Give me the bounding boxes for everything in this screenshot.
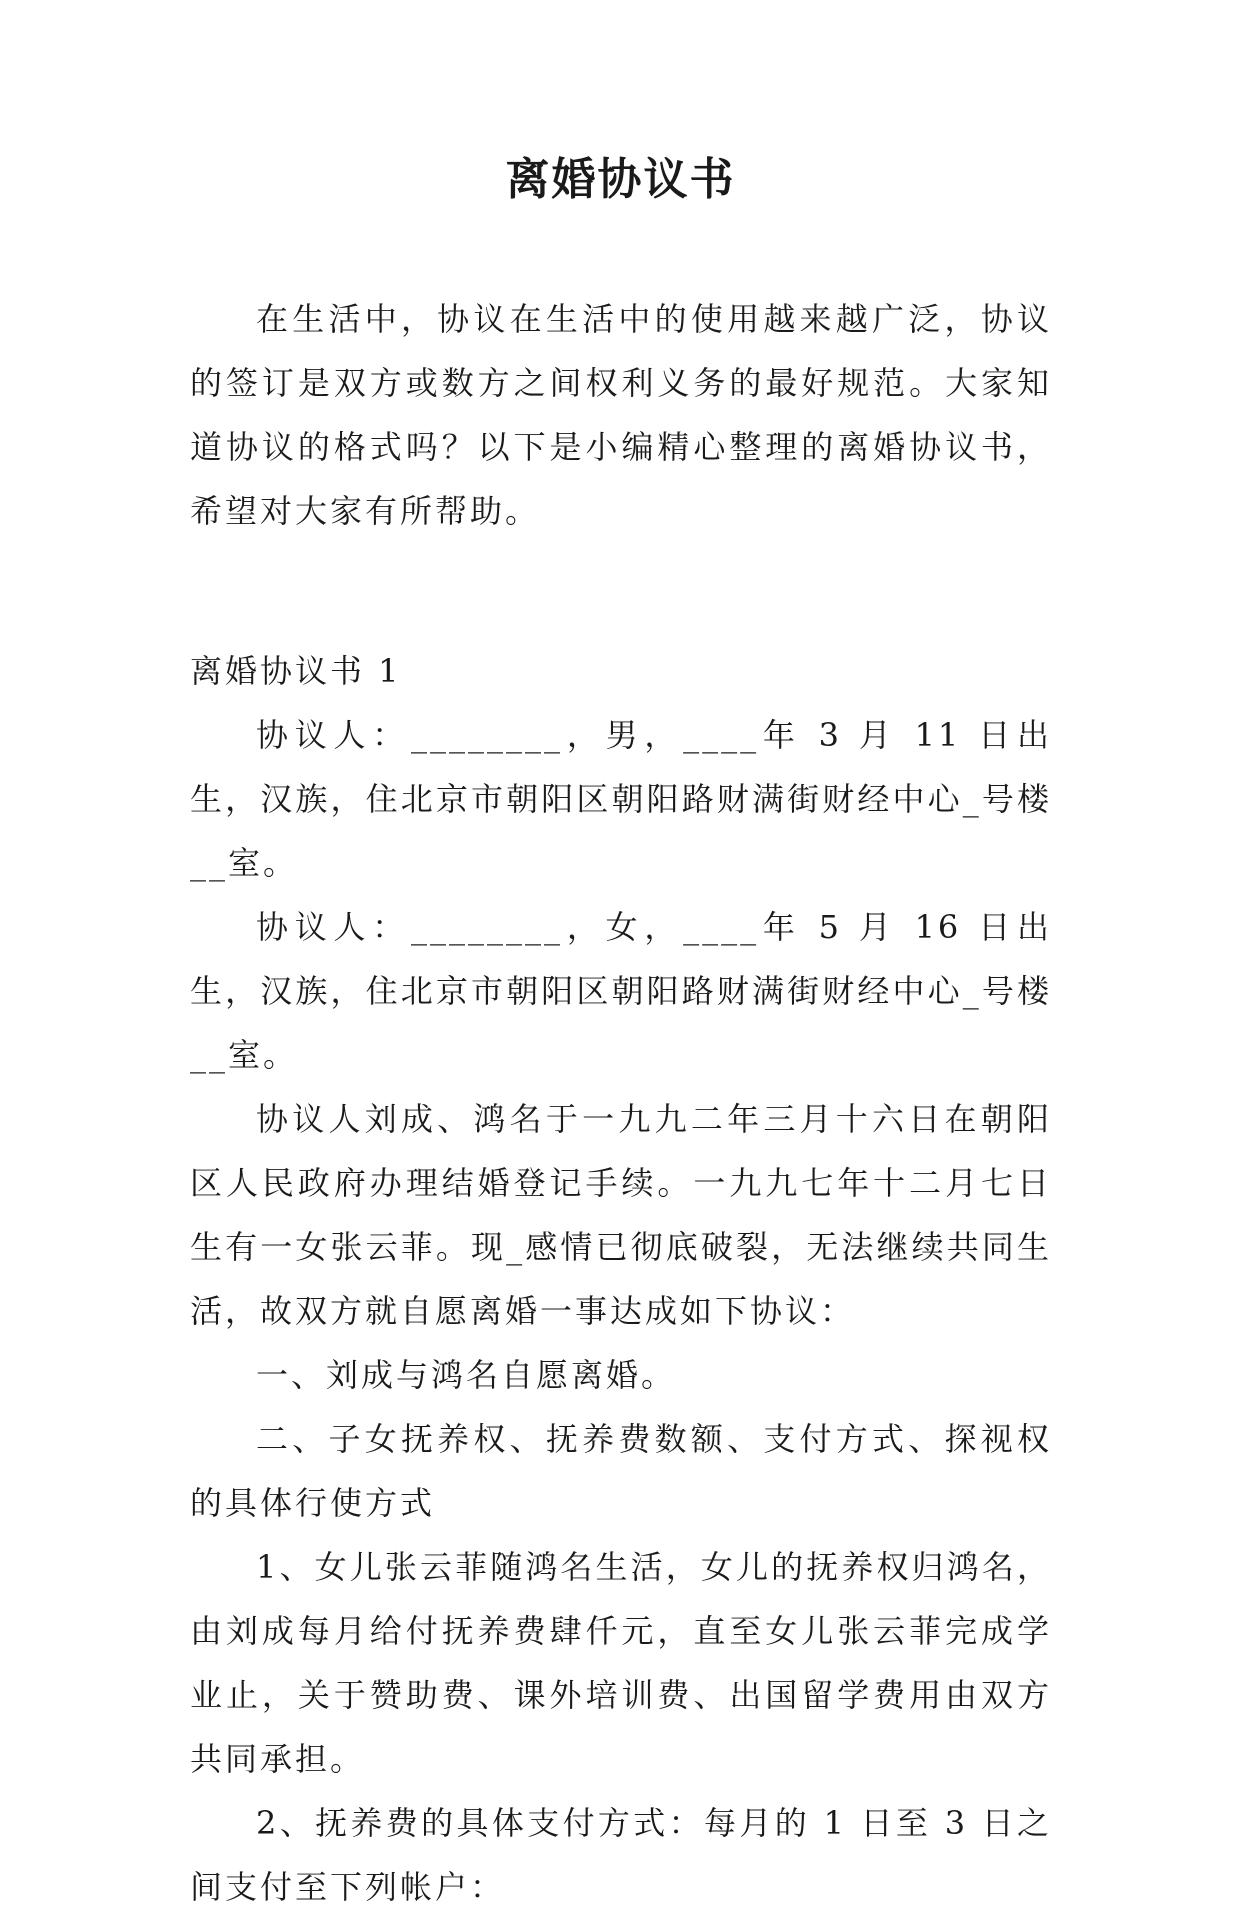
clause-two-paragraph: 二、子女抚养权、抚养费数额、支付方式、探视权的具体行使方式 [190,1420,1052,1522]
document-body [190,287,1052,1919]
clause-one-paragraph: 一、刘成与鸿名自愿离婚。 [256,1356,677,1394]
intro-paragraph: 在生活中，协议在生活中的使用越来越广泛，协议的签订是双方或数方之间权利义务的最好规范。大家知道协议的格式吗？以下是小编精心整理的离婚协议书，希望对大家有所帮助。 [190,300,1052,530]
section-heading: 离婚协议书 1 [190,652,402,690]
marriage-facts-paragraph: 协议人刘成、鸿名于一九九二年三月十六日在朝阳区人民政府办理结婚登记手续。一九九七年十二月七日生有一女张云菲。现_感情已彻底破裂，无法继续共同生活，故双方就自愿离婚一事达成如下协议： [190,1100,1052,1330]
section-spacer [190,543,1052,639]
party-one-paragraph: 协议人：________，男，____年 3 月 11 日出生，汉族，住北京市朝阳区朝阳路财满街财经中心_号楼__室。 [190,716,1052,882]
custody-paragraph: 1、女儿张云菲随鸿名生活，女儿的抚养权归鸿名，由刘成每月给付抚养费肆仟元，直至女儿张云菲完成学业止，关于赞助费、课外培训费、出国留学费用由双方共同承担。 [190,1548,1052,1778]
party-two-paragraph: 协议人：________，女，____年 5 月 16 日出生，汉族，住北京市朝阳区朝阳路财满街财经中心_号楼__室。 [190,908,1052,1074]
document-title: 离婚协议书 [505,154,736,205]
payment-paragraph: 2、抚养费的具体支付方式：每月的 1 日至 3 日之间支付至下列帐户： [190,1804,1052,1906]
